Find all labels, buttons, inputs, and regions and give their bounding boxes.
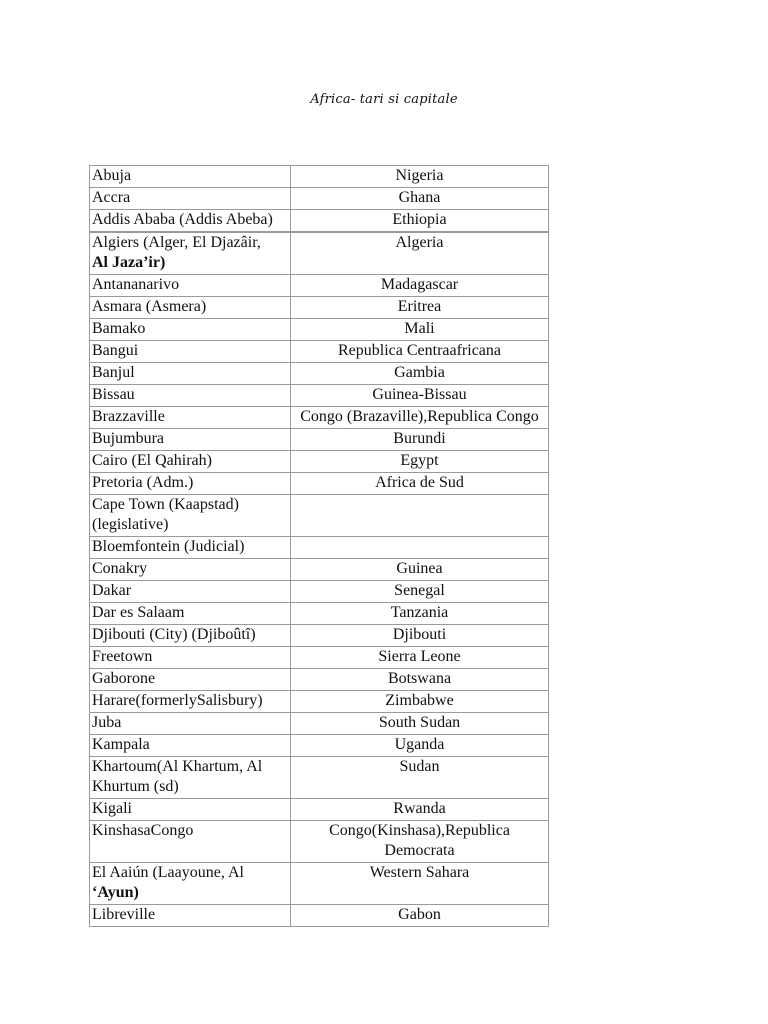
capital-cell: Libreville: [90, 905, 291, 927]
country-cell: Eritrea: [291, 297, 549, 319]
country-cell: Botswana: [291, 669, 549, 691]
country-cell: Mali: [291, 319, 549, 341]
table-row: [90, 232, 549, 275]
capital-cell: Bloemfontein (Judicial): [90, 537, 291, 559]
capital-cell: Brazzaville: [90, 407, 291, 429]
capital-cell: Freetown: [90, 647, 291, 669]
table-row: [90, 799, 549, 821]
capital-cell: [90, 232, 291, 275]
table-row: [90, 757, 549, 799]
country-cell: Uganda: [291, 735, 549, 757]
table-row: [90, 647, 549, 669]
table-row: [90, 407, 549, 429]
capital-cell: Pretoria (Adm.): [90, 473, 291, 495]
capital-cell: Dar es Salaam: [90, 603, 291, 625]
capital-cell: Bamako: [90, 319, 291, 341]
country-cell: Sierra Leone: [291, 647, 549, 669]
country-cell: Senegal: [291, 581, 549, 603]
country-cell: [291, 495, 549, 537]
country-cell: Egypt: [291, 451, 549, 473]
table-row: [90, 581, 549, 603]
capital-cell: Asmara (Asmera): [90, 297, 291, 319]
country-cell: Ethiopia: [291, 210, 549, 233]
country-cell: Tanzania: [291, 603, 549, 625]
capital-text: Algiers (Alger, El Djazâir,: [92, 234, 261, 251]
capital-cell: Kigali: [90, 799, 291, 821]
table-row: [90, 691, 549, 713]
table-row: [90, 210, 549, 233]
capital-cell: Gaborone: [90, 669, 291, 691]
table-row: [90, 188, 549, 210]
capital-cell: Khartoum(Al Khartum, Al Khurtum (sd): [90, 757, 291, 799]
table-row: [90, 625, 549, 647]
table-row: [90, 863, 549, 905]
table-row: [90, 603, 549, 625]
capital-cell: Djibouti (City) (Djiboûtî): [90, 625, 291, 647]
country-cell: Madagascar: [291, 275, 549, 297]
table-row: [90, 429, 549, 451]
table-row: [90, 363, 549, 385]
country-cell: Algeria: [291, 232, 549, 275]
table-row: [90, 537, 549, 559]
table-row: [90, 669, 549, 691]
capital-cell: Bujumbura: [90, 429, 291, 451]
capital-cell: Accra: [90, 188, 291, 210]
country-cell: Gambia: [291, 363, 549, 385]
table-row: [90, 385, 549, 407]
country-cell: Ghana: [291, 188, 549, 210]
capital-cell: Abuja: [90, 166, 291, 188]
table-row: [90, 905, 549, 927]
capital-cell: Cape Town (Kaapstad) (legislative): [90, 495, 291, 537]
page-title: Africa- tari si capitale: [310, 92, 458, 107]
table-row: [90, 713, 549, 735]
capital-cell: [90, 863, 291, 905]
table-row: [90, 735, 549, 757]
capital-text-bold: Al Jaza’ir): [92, 254, 166, 271]
country-cell: Djibouti: [291, 625, 549, 647]
table-row: [90, 821, 549, 863]
country-cell: Congo (Brazaville),Republica Congo: [291, 407, 549, 429]
capital-cell: Addis Ababa (Addis Abeba): [90, 210, 291, 233]
table-row: [90, 495, 549, 537]
table-row: [90, 297, 549, 319]
country-cell: Guinea: [291, 559, 549, 581]
table-row: [90, 275, 549, 297]
country-cell: Zimbabwe: [291, 691, 549, 713]
table-row: [90, 451, 549, 473]
table-row: [90, 319, 549, 341]
capital-cell: Bangui: [90, 341, 291, 363]
country-cell: Congo(Kinshasa),Republica Democrata: [291, 821, 549, 863]
capitals-table: [89, 165, 549, 927]
table-row: [90, 473, 549, 495]
capital-text: El Aaiún (Laayoune, Al: [92, 864, 244, 881]
country-cell: Gabon: [291, 905, 549, 927]
country-cell: Guinea-Bissau: [291, 385, 549, 407]
capital-cell: Harare(formerlySalisbury): [90, 691, 291, 713]
capital-cell: Dakar: [90, 581, 291, 603]
country-cell: Western Sahara: [291, 863, 549, 905]
table-row: [90, 166, 549, 188]
country-cell: Sudan: [291, 757, 549, 799]
country-cell: [291, 537, 549, 559]
country-cell: Nigeria: [291, 166, 549, 188]
country-cell: Rwanda: [291, 799, 549, 821]
capital-text-bold: ‘Ayun): [92, 884, 139, 901]
capital-cell: Cairo (El Qahirah): [90, 451, 291, 473]
country-cell: Republica Centraafricana: [291, 341, 549, 363]
capital-cell: Juba: [90, 713, 291, 735]
country-cell: South Sudan: [291, 713, 549, 735]
country-cell: Burundi: [291, 429, 549, 451]
capital-cell: Bissau: [90, 385, 291, 407]
table-row: [90, 559, 549, 581]
capital-cell: Kampala: [90, 735, 291, 757]
table-row: [90, 341, 549, 363]
capital-cell: KinshasaCongo: [90, 821, 291, 863]
capital-cell: Banjul: [90, 363, 291, 385]
capital-cell: Antananarivo: [90, 275, 291, 297]
country-cell: Africa de Sud: [291, 473, 549, 495]
capital-cell: Conakry: [90, 559, 291, 581]
